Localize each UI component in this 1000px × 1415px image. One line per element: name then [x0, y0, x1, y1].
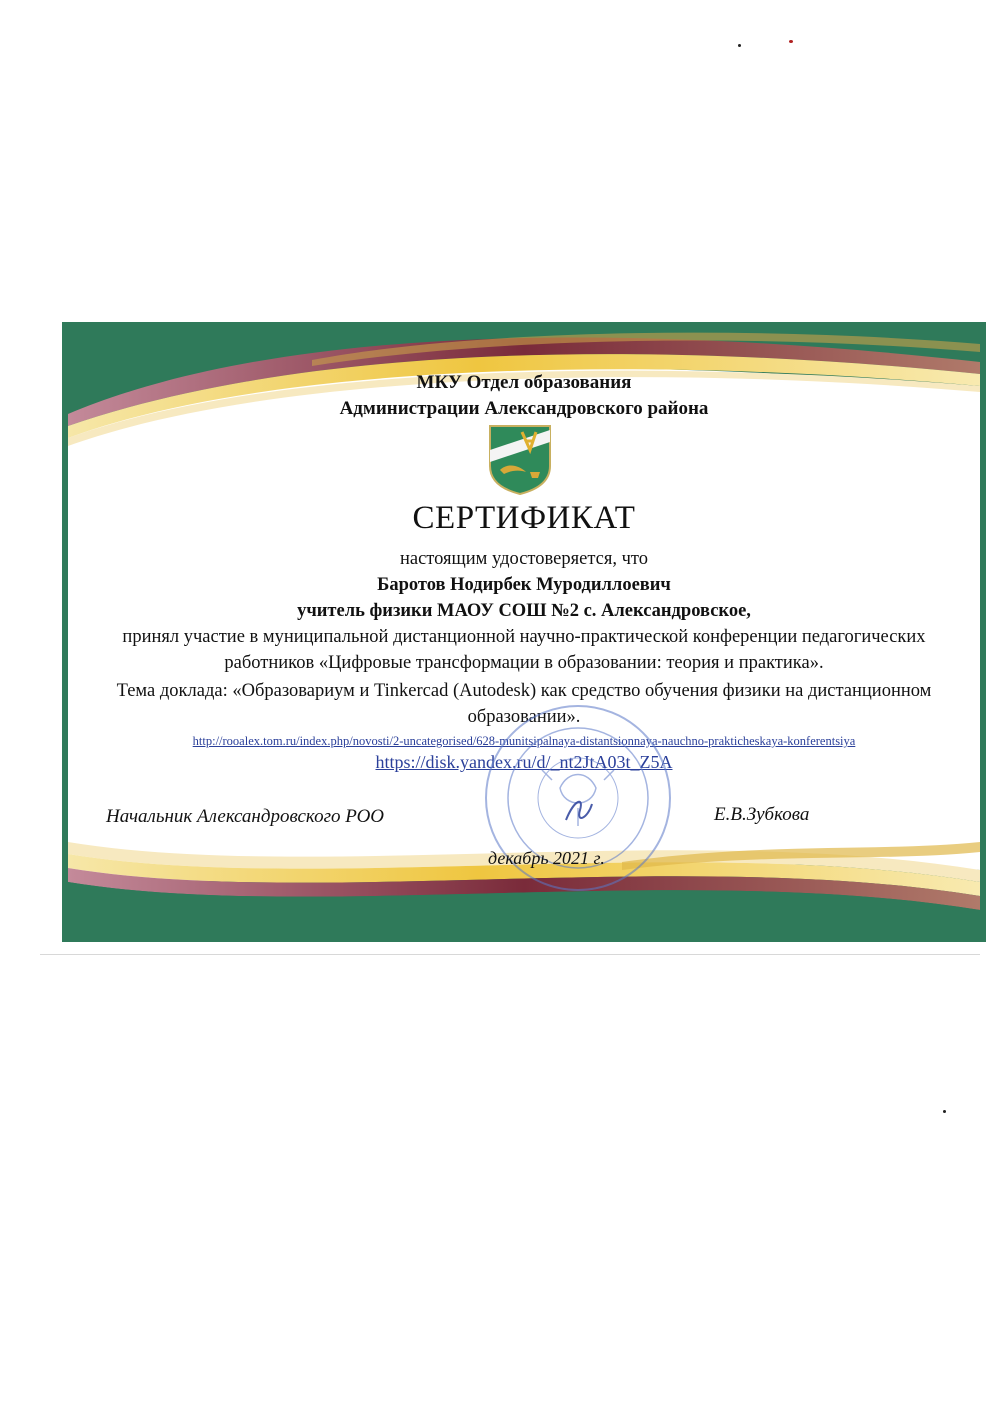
- scan-speck: [789, 40, 793, 43]
- body-line-1: принял участие в муниципальной дистанционной научно-практической конференции педагогических: [122, 627, 926, 647]
- scan-speck: [943, 1110, 946, 1113]
- conference-link[interactable]: http://rooalex.tom.ru/index.php/novosti/2-uncategorised/628-munitsipalnaya-distantsionnaya-nauchno-prakticheskaya-konferentsiya: [192, 734, 856, 748]
- certificate-title: СЕРТИФИКАТ: [412, 500, 636, 536]
- certificate-content: [62, 322, 986, 942]
- recipient-position: учитель физики МАОУ СОШ №2 с. Александровское,: [297, 601, 751, 621]
- recipient-name: Баротов Нодирбек Муродиллоевич: [377, 575, 671, 595]
- org-line-2: Администрации Александровского района: [339, 398, 709, 419]
- signatory-role: Начальник Александровского РОО: [106, 806, 385, 827]
- certificate: [62, 322, 986, 942]
- issue-date: декабрь 2021 г.: [488, 848, 605, 868]
- page-divider: [40, 954, 980, 955]
- org-line-1: МКУ Отдел образования: [416, 372, 632, 393]
- coat-of-arms-icon: [486, 422, 554, 496]
- intro-text: настоящим удостоверяется, что: [399, 549, 649, 569]
- disk-link[interactable]: https://disk.yandex.ru/d/_nt2JtA03t_Z5A: [375, 752, 673, 772]
- topic-line-2: образовании».: [467, 707, 581, 727]
- signatory-name: Е.В.Зубкова: [714, 804, 810, 825]
- topic-line-1: Тема доклада: «Образовариум и Tinkercad (Autodesk) как средство обучения физики на дистанционном: [116, 681, 932, 701]
- body-line-2: работников «Цифровые трансформации в образовании: теория и практика».: [224, 653, 824, 673]
- scan-speck: [738, 44, 741, 47]
